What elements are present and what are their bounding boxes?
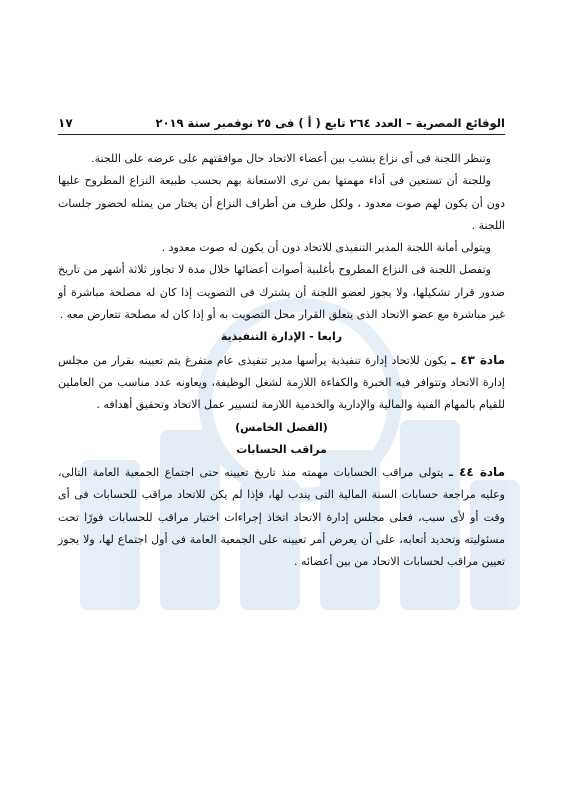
paragraph-committee-secretariat: ويتولى أمانة اللجنة المدير التنفيذى للاتحاد دون أن يكون له صوت معدود . xyxy=(161,241,491,255)
article-43-text: يكون للاتحاد إدارة تنفيذية يرأسها مدير تنفيذى عام متفرغ يتم تعيينه بقرار من مجلس إدارة الاتحاد وتتوافر فيه الخبرة والكفاءة اللازمة لشغل الوظيفة، ويعاونه عدد مناسب من العاملين للقيام بالمهام الفنية والمالية والإدارية والخدمية اللازمة لتسيير عمل الاتحاد وتحقيق أهدافه . xyxy=(58,353,505,412)
chapter-five-title: مراقب الحسابات xyxy=(236,442,327,456)
article-44-text: يتولى مراقب الحسابات مهمته منذ تاريخ تعيينه حتى اجتماع الجمعية العامة التالى، وعليه مراجعة حسابات السنة المالية التى يندب لها، فإذا لم يكن للاتحاد مراقب للحسابات فى أى وقت أو لأى سبب، فعلى مجلس إدارة الاتحاد اتخاذ إجراءات اختيار مراقب للحسابات فورًا تحت مسئوليته وتحديد أتعابه، على أن يعرض أمر تعيينه على الجمعية العامة فى أول اجتماع لها، ولا يجوز تعيين مراقب لحسابات الاتحاد من بين أعضائه . xyxy=(58,466,505,569)
article-44-label: مادة ٤٤ ـ xyxy=(448,465,505,480)
article-44 xyxy=(58,461,505,573)
page-number: ١٧ xyxy=(58,116,73,130)
paragraph-dispute-review: وتنظر اللجنة فى أى نزاع ينشب بين أعضاء الاتحاد حال موافقتهم على عرضه على اللجنة. xyxy=(91,152,491,165)
page-header xyxy=(58,116,505,135)
heading-executive-management: رابعا - الإدارة التنفيذية xyxy=(220,330,343,344)
chapter-five-heading: (الفصل الخامس) xyxy=(235,420,328,434)
gazette-title: الوقائع المصرية – العدد ٢٦٤ تابع ( أ ) فى ٢٥ نوفمبر سنة ٢٠١٩ xyxy=(155,116,505,130)
paragraph-committee-experts: وللجنة أن تستعين فى أداء مهمتها بمن ترى الاستعانة بهم بحسب طبيعة النزاع المطروح عليها دون أن يكون لهم صوت معدود ، ولكل طرف من أطراف النزاع أن يختار من يمثله لحضور جلسات اللجنة . xyxy=(58,174,505,232)
document-page xyxy=(58,116,505,574)
article-43-label: مادة ٤٣ ـ xyxy=(451,352,506,367)
article-43 xyxy=(58,349,505,417)
paragraph-committee-decision: وتفصل اللجنة فى النزاع المطروح بأغلبية أصوات أعضائها خلال مدة لا تجاوز ثلاثة أشهر من تاريخ صدور قرار تشكيلها، ولا يجوز لعضو اللجنة أن يشترك فى التصويت إذا كان له مصلحة مباشرة أو غير مباشرة مع عضو الاتحاد الذى يتعلق القرار محل التصويت به أو إذا كان له مصلحة تتعارض معه . xyxy=(58,263,505,322)
